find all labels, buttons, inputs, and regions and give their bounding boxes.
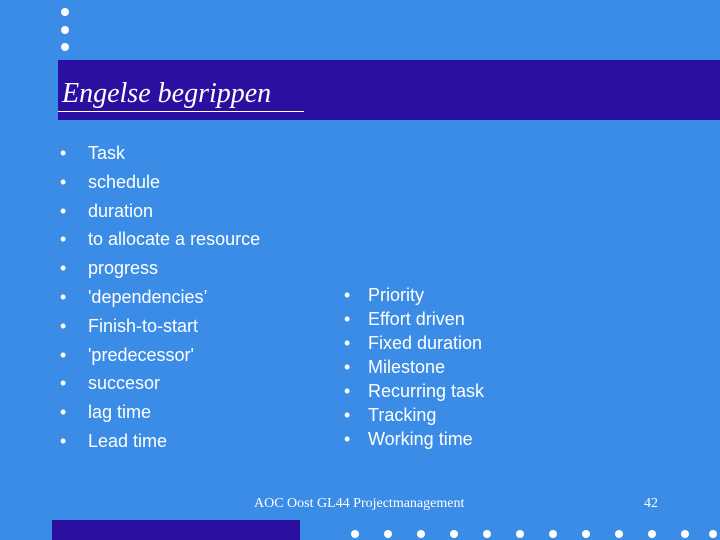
decorative-dot [384,530,392,538]
list-item [60,168,260,197]
list-item-text: succesor [88,373,161,394]
bullet: • [60,344,67,365]
list-item-text: duration [88,200,154,221]
decorative-dot [709,530,717,538]
decorative-dot [615,530,623,538]
list-item-text: to allocate a resource [88,229,261,250]
list-item-text: lag time [88,402,152,423]
list-item [60,283,260,312]
bullet: • [60,315,67,336]
decorative-dot [516,530,524,538]
list-item [344,307,484,331]
decorative-dot [483,530,491,538]
bullet: • [344,357,351,377]
list-item-text: Recurring task [368,381,485,401]
list-item-text: Priority [368,285,425,305]
bullet: • [344,381,351,401]
bullet: • [60,143,67,163]
bullet: • [344,333,351,353]
list-item [60,225,260,254]
list-item-text: Lead time [88,430,168,451]
bullet: • [60,229,67,250]
bullet: • [60,200,67,221]
decorative-dot [648,530,656,538]
list-item-text: Milestone [368,357,446,377]
list-item [60,312,260,341]
decorative-dot [549,530,557,538]
decorative-dot [681,530,689,538]
bullet: • [60,430,67,451]
right-bullet-list [344,283,484,451]
bullet: • [60,402,67,423]
list-item [344,355,484,379]
list-item-text: Fixed duration [368,333,483,353]
list-item-text: 'dependencies’ [88,286,208,307]
list-item [60,341,260,370]
list-item [60,197,260,226]
list-item-text: Effort driven [368,309,465,329]
bottom-band [52,520,300,540]
footer-text: AOC Oost GL44 Projectmanagement [254,496,465,511]
list-item-text: progress [88,258,159,279]
bullet: • [60,373,67,394]
page-number: 42 [644,496,658,511]
bullet: • [344,285,351,305]
decorative-dot [417,530,425,538]
decorative-dot [351,530,359,538]
bullet: • [344,405,351,425]
left-bullet-list [60,139,260,456]
list-item-text: Task [88,143,126,163]
list-item [60,427,260,456]
list-item [60,369,260,398]
list-item [60,398,260,427]
list-item [60,254,260,283]
list-item-text: Finish-to-start [88,315,199,336]
list-item [60,139,260,168]
list-item-text: Working time [368,429,473,449]
decorative-dot [61,26,69,34]
bullet: • [344,309,351,329]
list-item [344,379,484,403]
list-item [344,403,484,427]
bullet: • [344,429,351,449]
list-item-text: 'predecessor' [88,344,194,365]
list-item-text: Tracking [368,405,437,425]
bullet: • [60,171,67,192]
decorative-dot [582,530,590,538]
bullet: • [60,286,67,307]
bullet: • [60,258,67,279]
decorative-dot [61,43,69,51]
list-item-text: schedule [88,171,161,192]
list-item [344,331,484,355]
decorative-dot [61,8,69,16]
list-item [344,283,484,307]
title-underline [58,111,304,112]
list-item [344,427,484,451]
slide-title: Engelse begrippen [62,78,272,109]
decorative-dot [450,530,458,538]
